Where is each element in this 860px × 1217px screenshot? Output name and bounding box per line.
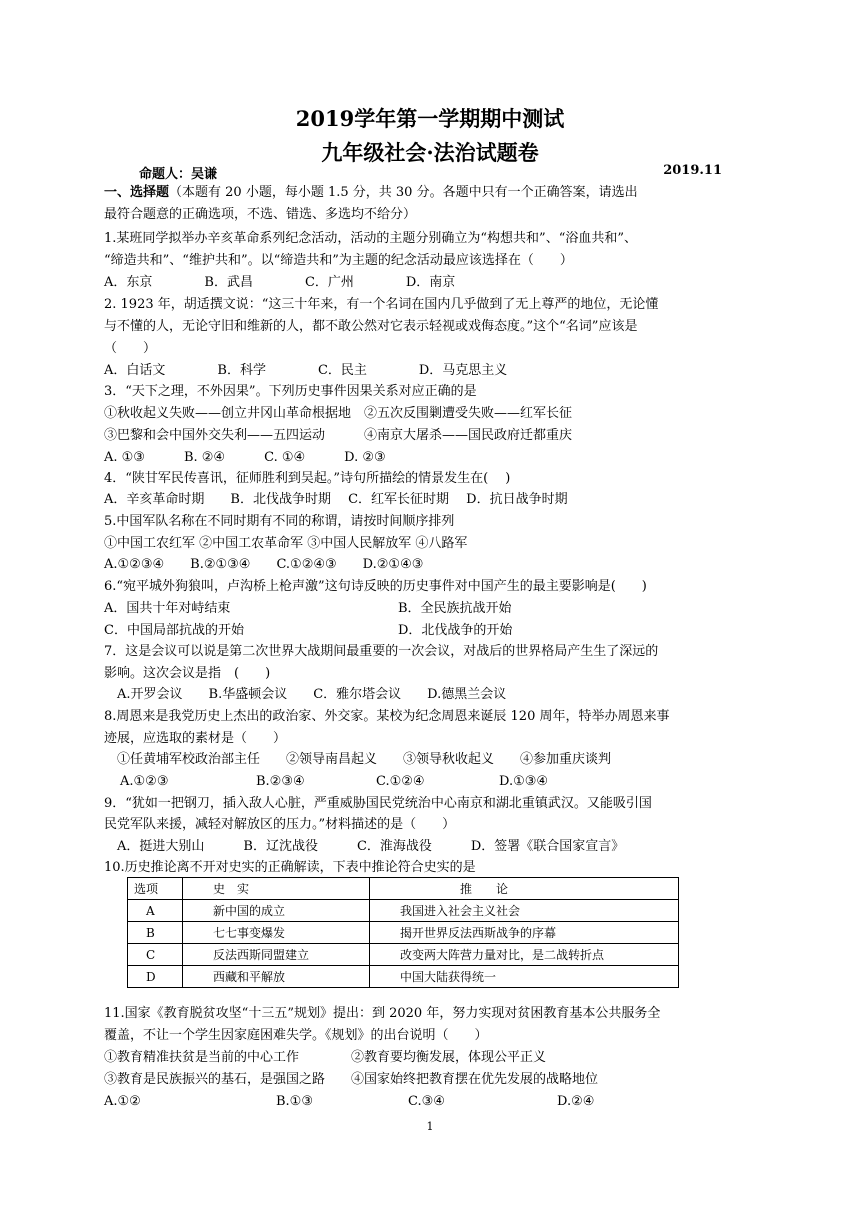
question-line: ①教育精准扶贫是当前的中心工作 ②教育要均衡发展，体现公平正义 [104,1050,547,1065]
question-options: A．东京 B．武昌 C．广州 D．南京 [104,275,456,290]
page-number: 1 [426,1120,434,1133]
question-line: （ ） [104,341,157,356]
question-options: A.①②③④ B.②①③④ C.①②④③ D.②①④③ [104,557,424,572]
table-cell: C [128,944,183,966]
question-line: 11.国家《教育脱贫攻坚“十三五”规划》提出：到 2020 年，努力实现对贫困教育基本公共服务全 [104,1006,661,1021]
question-line: 7．这是会议可以说是第二次世界大战期间最重要的一次会议，对战后的世界格局产生生了深远的 [104,644,659,659]
question-line: ①中国工农红军 ②中国工农革命军 ③中国人民解放军 ④八路军 [104,536,468,551]
q11-option-c: C.③④ [408,1094,445,1109]
question-line: 10.历史推论离不开对史实的正确解读，下表中推论符合史实的是 [104,860,476,875]
question-line: 4．“陕甘军民传喜讯，征师胜利到吴起。”诗句所描绘的情景发生在( ) [104,471,511,486]
section-intro-text: （本题有 20 小题，每小题 1.5 分，共 30 分。各题中只有一个正确答案，请选出 [169,185,638,200]
table-cell: 改变两大阵营力量对比，是二战转折点 [370,944,679,966]
question-line: 6.“宛平城外狗狼叫，卢沟桥上枪声激”这句诗反映的历史事件对中国产生的最主要影响是( ) [104,579,647,594]
q11-option-b: B.①③ [276,1094,313,1109]
exam-date: 2019.11 [663,163,722,178]
question-line: 与不懂的人，无论守旧和维新的人，都不敢公然对它表示轻视或戏侮态度。”这个“名词”应该是 [104,319,638,334]
table-row [128,900,679,922]
section-intro [104,184,638,202]
question-line: 9．“犹如一把钢刀，插入敌人心脏，严重威胁国民党统治中心南京和湖北重镇武汉。又能吸引国 [104,796,652,811]
question-line: ①任黄埔军校政治部主任 ②领导南昌起义 ③领导秋收起义 ④参加重庆谈判 [104,752,612,767]
table-cell: D [128,966,183,988]
author-line: 命题人：吴谦 [139,167,218,182]
q8-option-b: B.②③④ [256,774,305,789]
history-table [127,877,679,988]
q8-option-c: C.①②④ [376,774,425,789]
q8-option-d: D.①③④ [499,774,549,789]
table-cell: 反法西斯同盟建立 [183,944,370,966]
table-cell: 西藏和平解放 [183,966,370,988]
question-line: 影响。这次会议是指 ( ) [104,666,271,681]
table-cell: 我国进入社会主义社会 [370,900,679,922]
section-intro-cont: 最符合题意的正确选项，不选、错选、多选均不给分） [104,207,417,222]
table-header-row [128,878,679,900]
table-header: 推 论 [370,878,679,900]
q6-option-d: D．北伐战争的开始 [398,623,513,638]
table-cell: B [128,922,183,944]
question-line: 1.某班同学拟举办辛亥革命系列纪念活动，活动的主题分别确立为“构想共和”、“浴血共和”、 [104,231,637,246]
question-options: A. ①③ B. ②④ C. ①④ D. ②③ [104,450,386,465]
table-cell: 揭开世界反法西斯战争的序幕 [370,922,679,944]
table-cell: 七七事变爆发 [183,922,370,944]
question-line: 2. 1923 年，胡适撰文说：“这三十年来，有一个名词在国内几乎做到了无上尊严的地位，无论懂 [104,297,659,312]
question-line: 覆盖，不让一个学生因家庭困难失学。《规划》的出台说明（ ） [104,1028,488,1043]
table-row [128,966,679,988]
q6-option-c: C．中国局部抗战的开始 [104,623,244,638]
table-cell: A [128,900,183,922]
question-line: 迹展，应选取的素材是（ ） [104,731,287,746]
q11-option-a: A.①② [104,1094,141,1109]
q8-option-a: A.①②③ [120,774,169,789]
question-options: A．辛亥革命时期 B．北伐战争时期 C．红军长征时期 D．抗日战争时期 [104,492,568,507]
question-line: 8.周恩来是我党历史上杰出的政治家、外交家。某校为纪念周恩来诞辰 120 周年，特举办周恩来事 [104,709,670,724]
q6-option-a: A．国共十年对峙结束 [104,601,231,616]
exam-subtitle: 九年级社会·法治试题卷 [321,140,539,165]
question-options: A．白话文 B．科学 C．民主 D．马克思主义 [104,363,508,378]
question-line: “缔造共和”、“维护共和”。以“缔造共和”为主题的纪念活动最应该选择在（ ） [104,253,573,268]
question-line: ③巴黎和会中国外交失利——五四运动 ④南京大屠杀——国民政府迁都重庆 [104,428,573,443]
table-row [128,922,679,944]
question-line: 民党军队来援，减轻对解放区的压力。”材料描述的是（ ） [104,817,456,832]
section-heading: 一、选择题 [104,185,170,200]
table-cell: 新中国的成立 [183,900,370,922]
table-header: 史 实 [183,878,370,900]
table-row [128,944,679,966]
question-line: ①秋收起义失败——创立井冈山革命根据地 ②五次反围剿遭受失败——红军长征 [104,406,573,421]
table-header: 选项 [128,878,183,900]
table-cell: 中国大陆获得统一 [370,966,679,988]
question-line: 3．“天下之理，不外因果”。下列历史事件因果关系对应正确的是 [104,384,477,399]
q11-option-d: D.②④ [557,1094,595,1109]
question-options: A.开罗会议 B.华盛顿会议 C．雅尔塔会议 D.德黑兰会议 [104,687,507,702]
question-options: A．挺进大别山 B．辽沈战役 C．淮海战役 D．签署《联合国家宣言》 [104,839,625,854]
exam-title: 2019学年第一学期期中测试 [295,106,565,131]
question-line: 5.中国军队名称在不同时期有不同的称谓，请按时间顺序排列 [104,514,455,529]
q6-option-b: B．全民族抗战开始 [398,601,512,616]
question-line: ③教育是民族振兴的基石，是强国之路 ④国家始终把教育摆在优先发展的战略地位 [104,1072,599,1087]
